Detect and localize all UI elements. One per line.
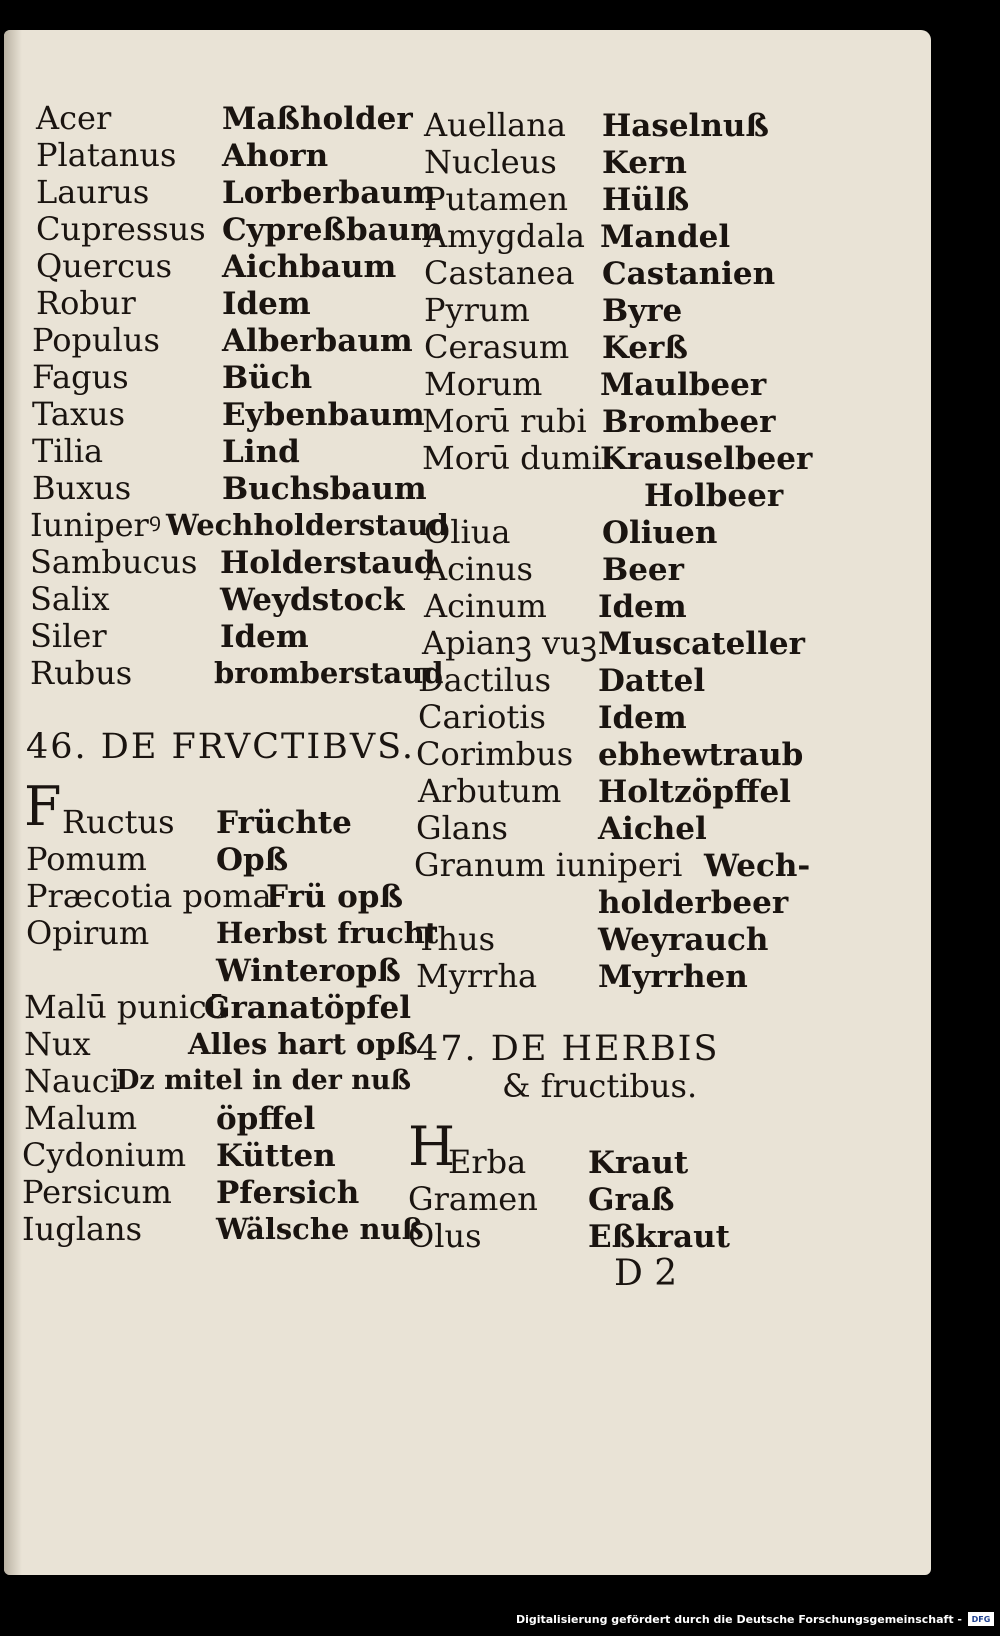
latin-term: Acer bbox=[36, 99, 112, 137]
latin-term: Pomum bbox=[26, 840, 147, 878]
german-term: Frü opß bbox=[266, 879, 404, 915]
page-signature: D 2 bbox=[614, 1253, 678, 1294]
latin-term: Castanea bbox=[424, 254, 575, 292]
footer-text: Digitalisierung gefördert durch die Deutsche Forschungsgemeinschaft - bbox=[515, 1612, 962, 1626]
german-term: Idem bbox=[222, 286, 311, 322]
german-term: Oliuen bbox=[602, 515, 718, 551]
latin-term: Laurus bbox=[36, 173, 150, 211]
german-term: Kütten bbox=[216, 1138, 336, 1174]
latin-term: Morū dumi bbox=[422, 439, 602, 477]
latin-term: Platanus bbox=[36, 136, 177, 174]
digitization-footer bbox=[516, 1608, 994, 1630]
latin-term: Taxus bbox=[32, 395, 126, 433]
german-term: Büch bbox=[222, 360, 313, 396]
latin-term: Nux bbox=[24, 1025, 91, 1063]
german-term: Dz mitel in der nuß bbox=[116, 1065, 412, 1096]
german-term: Mandel bbox=[600, 219, 731, 255]
german-term: Holderstaud bbox=[220, 545, 436, 581]
german-term: ebhewtraub bbox=[598, 737, 804, 773]
german-term: Muscateller bbox=[598, 626, 805, 662]
latin-term: Glans bbox=[416, 809, 508, 847]
latin-term: Persicum bbox=[22, 1173, 172, 1211]
german-term: Kraut bbox=[588, 1145, 689, 1181]
german-term: Brombeer bbox=[602, 404, 776, 440]
german-term: öpffel bbox=[216, 1101, 316, 1137]
latin-term: Olus bbox=[408, 1217, 482, 1255]
latin-term: Quercus bbox=[36, 247, 173, 285]
latin-term: Gramen bbox=[408, 1180, 538, 1218]
german-term: Cypreßbaum bbox=[222, 212, 444, 248]
german-term: Hülß bbox=[602, 182, 690, 218]
german-term: Myrrhen bbox=[598, 959, 748, 995]
german-term: Krauselbeer bbox=[600, 441, 813, 477]
latin-term: Rubus bbox=[30, 654, 133, 692]
german-term: Buchsbaum bbox=[222, 471, 427, 507]
latin-term: Corimbus bbox=[416, 735, 574, 773]
german-term: Maßholder bbox=[222, 101, 413, 137]
latin-term: Salix bbox=[30, 580, 110, 618]
german-term: Granatöpfel bbox=[204, 990, 412, 1026]
latin-term: Apianꝫ vuꝫ bbox=[422, 624, 598, 662]
german-term: Herbst frucht bbox=[216, 916, 439, 950]
latin-term: Putamen bbox=[424, 180, 568, 218]
german-term: Früchte bbox=[216, 805, 352, 841]
latin-term: Iuniperꝰ bbox=[30, 506, 162, 544]
latin-term: Dactilus bbox=[418, 661, 552, 699]
german-term: Aichbaum bbox=[222, 249, 397, 285]
latin-term: Pyrum bbox=[424, 291, 530, 329]
german-term: Idem bbox=[598, 700, 687, 736]
german-term: Kern bbox=[602, 145, 687, 181]
german-term: Eßkraut bbox=[588, 1219, 730, 1255]
latin-term: Morum bbox=[424, 365, 543, 403]
latin-term: Auellana bbox=[424, 106, 566, 144]
german-term: Wälsche nuß bbox=[216, 1212, 424, 1246]
german-term: Maulbeer bbox=[600, 367, 767, 403]
latin-term: Opirum bbox=[26, 914, 150, 952]
section-heading-46: 46. DE FRVCTIBVS. bbox=[26, 727, 415, 767]
german-term: Graß bbox=[588, 1182, 675, 1218]
german-term: Aichel bbox=[598, 811, 707, 847]
german-term: Weyrauch bbox=[598, 922, 769, 958]
german-term: Wech- bbox=[704, 848, 811, 884]
german-term: Idem bbox=[598, 589, 687, 625]
german-term: Castanien bbox=[602, 256, 776, 292]
latin-term: Cydonium bbox=[22, 1136, 187, 1174]
german-term: Alberbaum bbox=[222, 323, 413, 359]
latin-term: Nucleus bbox=[424, 143, 557, 181]
latin-term: Præcotia poma bbox=[26, 877, 272, 915]
german-term: Haselnuß bbox=[602, 108, 769, 144]
latin-term: Erba bbox=[448, 1143, 527, 1181]
latin-term: Nauci bbox=[24, 1062, 120, 1100]
german-term: Alles hart opß bbox=[188, 1027, 418, 1061]
latin-term: Populus bbox=[32, 321, 160, 359]
german-term: Opß bbox=[216, 842, 289, 878]
latin-term: Robur bbox=[36, 284, 136, 322]
german-term: Dattel bbox=[598, 663, 706, 699]
latin-term: Granum iuniperi bbox=[414, 846, 683, 884]
drop-cap: H bbox=[408, 1115, 456, 1178]
dfg-logo-icon: DFG bbox=[968, 1612, 994, 1626]
german-term: Idem bbox=[220, 619, 309, 655]
drop-cap: F bbox=[24, 775, 62, 838]
latin-term: Acinum bbox=[424, 587, 547, 625]
german-term: Byre bbox=[602, 293, 683, 329]
german-term: Lorberbaum bbox=[222, 175, 436, 211]
latin-term: Sambucus bbox=[30, 543, 198, 581]
latin-term: Cupressus bbox=[36, 210, 206, 248]
german-term: Pfersich bbox=[216, 1175, 360, 1211]
latin-term: Acinus bbox=[424, 550, 533, 588]
german-term: Winteropß bbox=[216, 953, 401, 989]
book-page bbox=[4, 30, 931, 1575]
section-subheading-47: & fructibus. bbox=[502, 1067, 698, 1105]
latin-term: Tilia bbox=[32, 432, 104, 470]
section-heading-47: 47. DE HERBIS bbox=[416, 1029, 720, 1069]
german-term: holderbeer bbox=[598, 885, 789, 921]
german-term: Wechholderstaud bbox=[166, 508, 449, 542]
latin-term: Iuglans bbox=[22, 1210, 143, 1248]
latin-term: Arbutum bbox=[418, 772, 562, 810]
latin-term: Amygdala bbox=[424, 217, 585, 255]
latin-term: Morū rubi bbox=[422, 402, 587, 440]
latin-term: Myrrha bbox=[416, 957, 538, 995]
german-term: Weydstock bbox=[220, 582, 405, 618]
german-term: Holbeer bbox=[644, 478, 784, 514]
latin-term: Malum bbox=[24, 1099, 138, 1137]
latin-term: Ructus bbox=[62, 803, 175, 841]
latin-term: Cariotis bbox=[418, 698, 546, 736]
german-term: Holtzöpffel bbox=[598, 774, 791, 810]
latin-term: Malū punicū bbox=[24, 988, 228, 1026]
german-term: Lind bbox=[222, 434, 300, 470]
german-term: Ahorn bbox=[222, 138, 329, 174]
latin-term: Cerasum bbox=[424, 328, 570, 366]
german-term: bromberstaud bbox=[214, 656, 444, 690]
latin-term: Fagus bbox=[32, 358, 129, 396]
german-term: Beer bbox=[602, 552, 684, 588]
latin-term: Thus bbox=[416, 920, 495, 958]
german-term: Kerß bbox=[602, 330, 688, 366]
german-term: Eybenbaum bbox=[222, 397, 425, 433]
latin-term: Oliua bbox=[424, 513, 511, 551]
latin-term: Buxus bbox=[32, 469, 132, 507]
latin-term: Siler bbox=[30, 617, 107, 655]
